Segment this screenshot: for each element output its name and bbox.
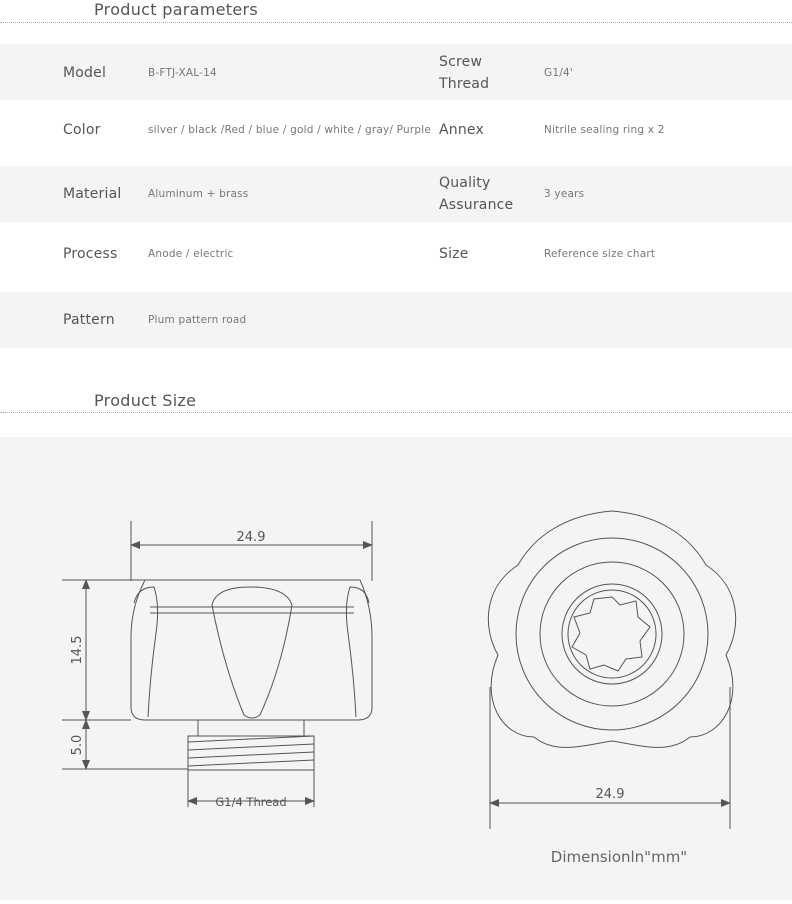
- param-label-color: Color: [63, 122, 101, 138]
- param-value-color: silver / black /Red / blue / gold / white / gray/ Purple: [148, 124, 432, 136]
- cap-neck: [198, 720, 304, 736]
- param-row-color: [0, 100, 792, 166]
- size-title: Product Size: [94, 391, 197, 410]
- cap-top-ring-inner: [562, 584, 662, 684]
- units-caption: Dimensionln"mm": [550, 848, 688, 866]
- param-value-material: Aluminum + brass: [148, 188, 249, 200]
- dim-text-thread-height: 5.0: [70, 734, 85, 756]
- param-value-size: Reference size chart: [544, 248, 656, 260]
- technical-drawing: [0, 437, 792, 900]
- size-divider: [0, 412, 792, 413]
- cap-top-ring-bore: [568, 590, 656, 678]
- param-label-process: Process: [63, 246, 118, 262]
- param-value-screw-thread: G1/4': [544, 67, 573, 79]
- params-title: Product parameters: [94, 0, 259, 19]
- param-value-process: Anode / electric: [148, 248, 234, 260]
- cap-body-outline: [131, 580, 372, 720]
- size-drawing-panel: [0, 437, 792, 900]
- param-label-size: Size: [439, 246, 469, 262]
- param-row-model: [0, 44, 792, 100]
- param-label-screw-thread: Screw Thread: [439, 54, 490, 92]
- param-label-material: Material: [63, 186, 122, 202]
- param-row-pattern: [0, 292, 792, 348]
- hex-socket: [572, 597, 650, 671]
- dim-text-body-height: 14.5: [70, 635, 85, 665]
- param-label-quality-assurance: Quality Assurance: [439, 175, 514, 213]
- param-label-annex: Annex: [439, 122, 484, 138]
- param-row-material: [0, 166, 792, 222]
- cap-top-ring-outer: [516, 538, 708, 730]
- cap-top-outline: [488, 511, 735, 747]
- dim-text-thread: G1/4 Thread: [215, 795, 287, 809]
- param-label-pattern: Pattern: [63, 312, 115, 328]
- param-value-quality-assurance: 3 years: [544, 188, 585, 200]
- dim-text-side-width: 24.9: [236, 530, 266, 545]
- thread-helix: [188, 736, 314, 766]
- param-label-model: Model: [63, 65, 107, 81]
- param-row-process: [0, 222, 792, 292]
- param-value-annex: Nitrile sealing ring x 2: [544, 124, 665, 136]
- param-value-model: B-FTJ-XAL-14: [148, 67, 217, 79]
- dim-text-top-width: 24.9: [595, 787, 625, 802]
- param-value-pattern: Plum pattern road: [148, 314, 247, 326]
- params-divider: [0, 22, 792, 23]
